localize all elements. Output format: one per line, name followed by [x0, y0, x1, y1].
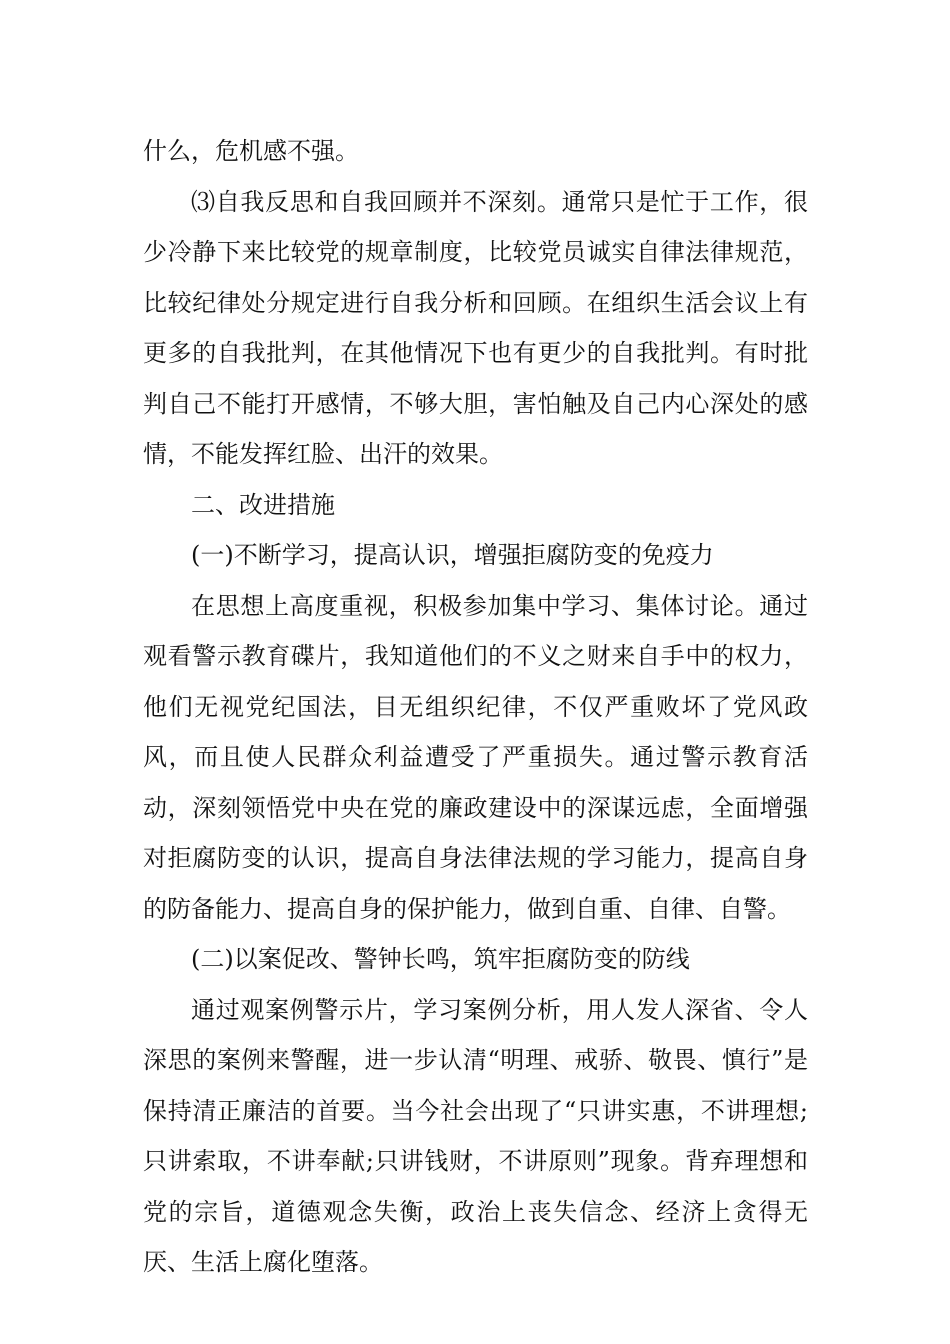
paragraph-self-reflection: ⑶自我反思和自我回顾并不深刻。通常只是忙于工作，很少冷静下来比较党的规章制度，比较党员诚实自律法律规范，比较纪律处分规定进行自我分析和回顾。在组织生活会议上有更多的自我批判，在其他情况下也有更少的自我批判。有时批判自己不能打开感情，不够大胆，害怕触及自己内心深处的感情，不能发挥红脸、出汗的效果。 — [143, 187, 808, 468]
section-heading-improvement-measures: 二、改进措施 — [191, 490, 335, 519]
paragraph-learning-body: 在思想上高度重视，积极参加集中学习、集体讨论。通过观看警示教育碟片，我知道他们的不义之财来自手中的权力，他们无视党纪国法，目无组织纪律，不仅严重败坏了党风政风，而且使人民群众利益遭受了严重损失。通过警示教育活动，深刻领悟党中央在党的廉政建设中的深谋远虑，全面增强对拒腐防变的认识，提高自身法律法规的学习能力，提高自身的防备能力、提高自身的保护能力，做到自重、自律、自警。 — [143, 591, 808, 923]
subheading-continuous-learning: (一)不断学习，提高认识，增强拒腐防变的免疫力 — [191, 541, 714, 569]
paragraph-case-warning-body: 通过观案例警示片，学习案例分析，用人发人深省、令人深思的案例来警醒，进一步认清“明理、戒骄、敬畏、慎行”是保持清正廉洁的首要。当今社会出现了“只讲实惠，不讲理想;只讲索取，不讲奉献;只讲钱财，不讲原则”现象。背弃理想和党的宗旨，道德观念失衡，政治上丧失信念、经济上贪得无厌、生活上腐化堕落。 — [143, 995, 808, 1276]
document-body — [143, 126, 808, 1288]
subheading-case-warning: (二)以案促改、警钟长鸣，筑牢拒腐防变的防线 — [191, 945, 690, 973]
paragraph-continuation: 什么，危机感不强。 — [143, 137, 359, 165]
